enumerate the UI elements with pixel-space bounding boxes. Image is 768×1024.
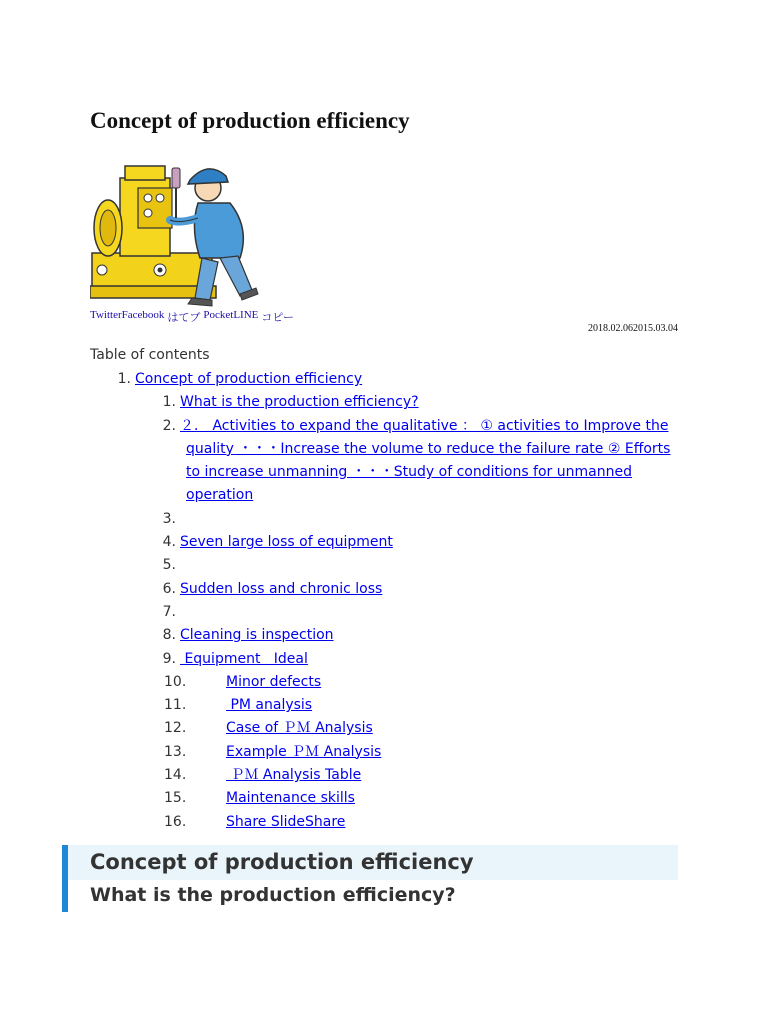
toc-item: [0, 391, 768, 414]
toc-link[interactable]: Example ＰＭ Analysis: [226, 743, 382, 760]
toc-item: [0, 671, 768, 694]
toc-number: 15.: [164, 790, 187, 807]
toc-number: 5.: [162, 557, 176, 574]
toc-item: [0, 811, 768, 834]
table-of-contents: [0, 368, 768, 834]
toc-item: [0, 554, 768, 577]
toc-number: 10.: [164, 673, 187, 690]
share-links: [90, 309, 294, 325]
toc-item: [0, 415, 768, 508]
toc-item: [0, 648, 768, 671]
share-line-link[interactable]: LINE: [233, 309, 259, 321]
toc-item: [0, 741, 768, 764]
toc-item: [0, 368, 768, 391]
toc-number: 12.: [164, 720, 187, 737]
page-title: Concept of production efficiency: [90, 108, 410, 133]
toc-link[interactable]: Concept of production efficiency: [135, 371, 363, 387]
toc-number: 2.: [162, 417, 176, 434]
toc-link[interactable]: Sudden loss and chronic loss: [180, 580, 383, 597]
toc-number: 14.: [164, 767, 187, 784]
toc-number: 11.: [164, 697, 187, 714]
toc-item: [0, 624, 768, 647]
share-copy-link[interactable]: コピー: [261, 312, 294, 324]
section-heading-sub: What is the production efficiency?: [62, 880, 678, 912]
toc-link[interactable]: Minor defects: [226, 673, 322, 690]
toc-link[interactable]: Case of ＰＭ Analysis: [226, 720, 373, 737]
section-heading-main: Concept of production efficiency: [62, 845, 678, 880]
toc-number: 6.: [162, 580, 176, 597]
toc-link[interactable]: ＰＭ Analysis Table: [226, 767, 362, 784]
toc-number: 7.: [162, 603, 176, 620]
toc-item: [0, 764, 768, 787]
toc-number: 13.: [164, 743, 187, 760]
toc-link[interactable]: PM analysis: [226, 697, 313, 714]
post-dates: [588, 323, 678, 334]
worker-machine-illustration: [90, 158, 260, 308]
toc-link[interactable]: ２． Activities to expand the qualitative ： ① activities to Improve the quality ・・・Increase the volume to reduce the failure rate ② Efforts to increase unmanning ・・・Study of conditions for unmanned operation: [180, 417, 671, 504]
toc-link[interactable]: Share SlideShare: [226, 813, 346, 830]
share-hatena-link[interactable]: はてブ: [167, 312, 201, 324]
published-date: 2018.02.06: [588, 323, 633, 334]
toc-item: [0, 717, 768, 740]
toc-link[interactable]: Seven large loss of equipment: [180, 534, 393, 551]
toc-item: [0, 787, 768, 810]
toc-item: [0, 531, 768, 554]
toc-item: [0, 578, 768, 601]
share-facebook-link[interactable]: Facebook: [121, 309, 165, 321]
toc-link[interactable]: Cleaning is inspection: [180, 627, 334, 644]
toc-number: 3.: [162, 510, 176, 527]
toc-number: 8.: [162, 627, 176, 644]
toc-item: [0, 601, 768, 624]
toc-number: 16.: [164, 813, 187, 830]
toc-link[interactable]: What is the production efficiency?: [180, 394, 419, 411]
share-twitter-link[interactable]: Twitter: [90, 309, 122, 321]
toc-number: 1.: [162, 394, 176, 411]
toc-link[interactable]: Maintenance skills: [226, 790, 355, 807]
toc-item: [0, 694, 768, 717]
share-pocket-link[interactable]: Pocket: [203, 309, 234, 321]
updated-date: 2015.03.04: [633, 323, 678, 334]
toc-link[interactable]: Equipment Ideal: [180, 650, 308, 667]
toc-item: [0, 508, 768, 531]
toc-number: 9.: [162, 650, 176, 667]
toc-number: 1.: [117, 371, 131, 387]
toc-label: Table of contents: [90, 347, 210, 363]
toc-number: 4.: [162, 534, 176, 551]
